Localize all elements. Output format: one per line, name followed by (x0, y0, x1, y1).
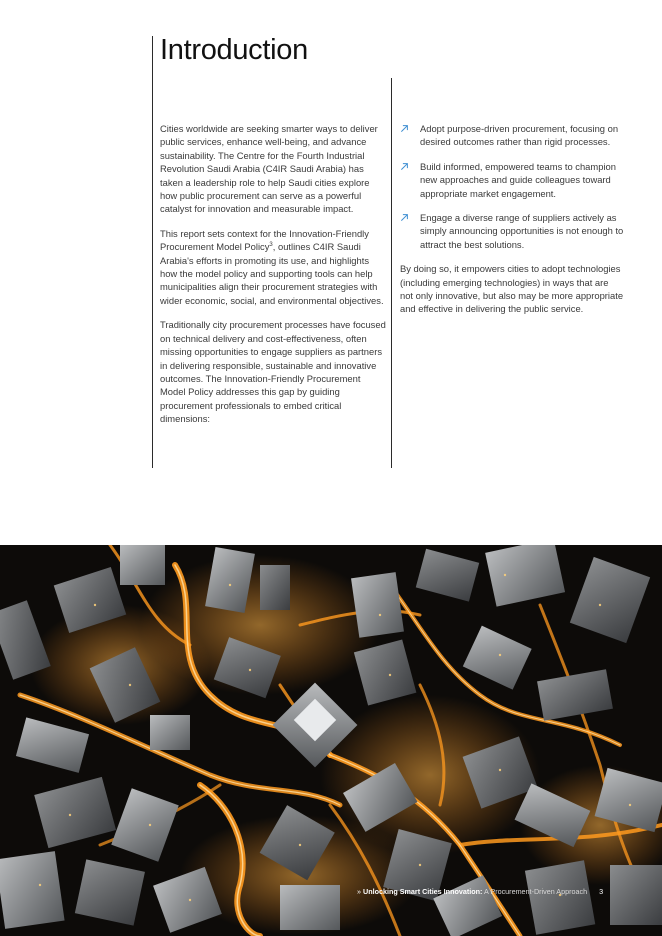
arrow-up-right-icon (400, 124, 409, 133)
context-paragraph-rest: , outlines C4IR Saudi Arabia's efforts in promoting its use, and highlights how the model policy and supporting tools can help municipalities align their procurement strategies with wider economic, social, and environmental objectives. (160, 241, 384, 306)
footer-report-title: Unlocking Smart Cities Innovation: (363, 887, 483, 896)
arrow-up-right-icon (400, 162, 409, 171)
arrow-up-right-icon (400, 213, 409, 222)
page-title: Introduction (160, 34, 308, 66)
list-item-text: Adopt purpose-driven procurement, focusing on desired outcomes rather than rigid processes. (420, 123, 619, 148)
right-column (400, 122, 624, 327)
list-item (400, 160, 624, 200)
city-night-illustration (0, 545, 662, 936)
intro-paragraph: Cities worldwide are seeking smarter ways to deliver public services, enhance well-being, and advance sustainability. The Centre for the Fourth Industrial Revolution Saudi Arabia (C4IR Saudi Arabia) has taken a leadership role to help Saudi cities explore how public procurement can serve as a powerful catalyst for innovation and measurable impact. (160, 123, 378, 215)
page-footer (357, 887, 603, 896)
city-aerial-photo (0, 545, 662, 936)
list-item-text: Engage a diverse range of suppliers actively as simply announcing opportunities is not enough to attract the best solutions. (420, 212, 624, 250)
footer-report-subtitle: A Procurement-Driven Approach (482, 887, 588, 896)
list-item (400, 122, 624, 149)
footnote-ref: 3 (269, 242, 273, 249)
context-paragraph-start: This report sets context for the Innovation-Friendly Procurement Model Policy (160, 227, 369, 253)
list-item-text: Build informed, empowered teams to champion new approaches and guide colleagues toward appropriate market engagement. (420, 160, 616, 199)
column-divider (391, 78, 392, 468)
left-column (160, 122, 386, 437)
context-paragraph (160, 227, 386, 307)
closing-paragraph: By doing so, it empowers cities to adopt technologies (including emerging technologies) in ways that are not only innovative, but also may be more appropriate and effective in delivering the public service. (400, 263, 624, 315)
list-item (400, 211, 624, 251)
page-number: 3 (599, 887, 604, 896)
chevron-right-icon: » (357, 887, 361, 896)
left-divider (152, 36, 153, 468)
dimension-list (400, 122, 624, 251)
traditional-paragraph: Traditionally city procurement processes have focused on technical delivery and cost-effectiveness, often missing opportunities to engage suppliers as partners in delivering responsible, sustainable and innovative outcomes. The Innovation-Friendly Procurement Model Policy addresses this gap by guiding procurement professionals to embed critical dimensions: (160, 319, 386, 425)
